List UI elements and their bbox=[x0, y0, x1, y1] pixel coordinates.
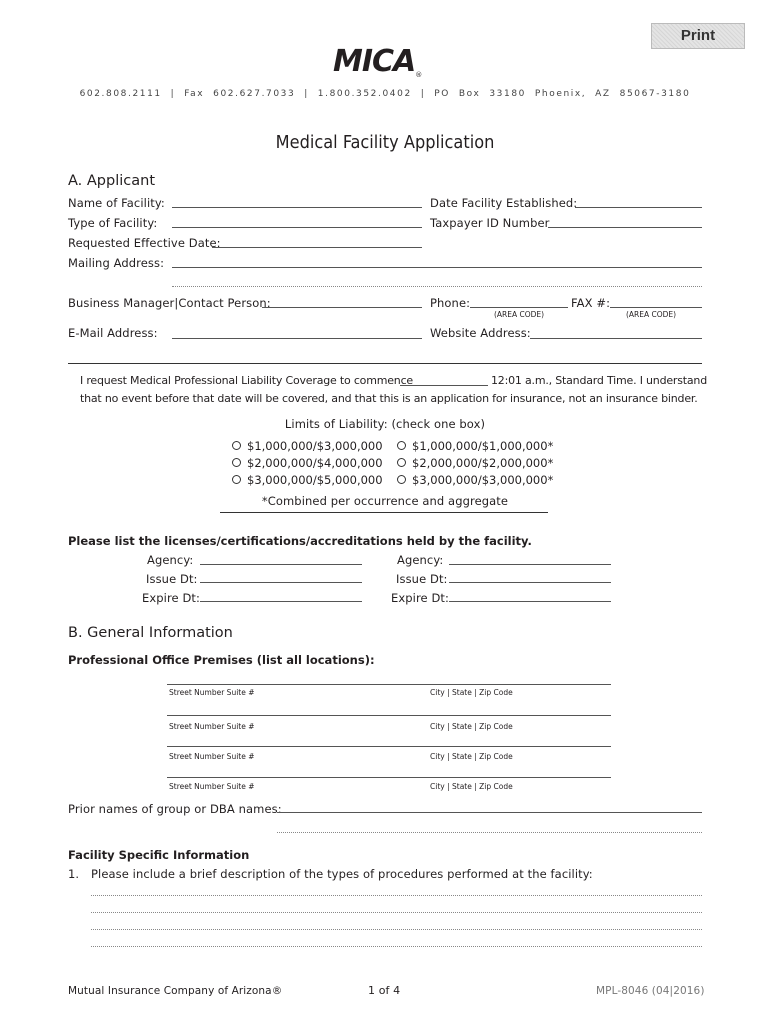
limit-option[interactable]: $2,000,000/$2,000,000* bbox=[397, 456, 553, 470]
limit-option[interactable]: $3,000,000/$3,000,000* bbox=[397, 473, 553, 487]
question-1-text: Please include a brief description of the types of procedures performed at the facility: bbox=[91, 867, 593, 881]
taxpayer-id-label: Taxpayer ID Number bbox=[430, 216, 550, 230]
business-manager-label: Business Manager|Contact Person: bbox=[68, 296, 271, 310]
footer-form-number: MPL-8046 (04|2016) bbox=[596, 985, 705, 997]
city-caption: City | State | Zip Code bbox=[430, 688, 513, 697]
issue-dt-field-right[interactable] bbox=[449, 582, 611, 583]
licenses-heading: Please list the licenses/certifications/accreditations held by the facility. bbox=[68, 534, 532, 548]
expire-dt-field-right[interactable] bbox=[449, 601, 611, 602]
radio-icon[interactable] bbox=[397, 441, 406, 450]
radio-icon[interactable] bbox=[232, 458, 241, 467]
agency-field-left[interactable] bbox=[200, 564, 362, 565]
limit-option[interactable]: $1,000,000/$1,000,000* bbox=[397, 439, 553, 453]
email-label: E-Mail Address: bbox=[68, 326, 158, 340]
agency-field-right[interactable] bbox=[449, 564, 611, 565]
phone-label: Phone: bbox=[430, 296, 471, 310]
website-field[interactable] bbox=[530, 338, 702, 339]
footer-company: Mutual Insurance Company of Arizona® bbox=[68, 985, 283, 997]
logo-text: MICA bbox=[333, 44, 416, 79]
expire-dt-label-right: Expire Dt: bbox=[391, 591, 450, 605]
limit-option[interactable]: $3,000,000/$5,000,000 bbox=[232, 473, 383, 487]
mailing-address-label: Mailing Address: bbox=[68, 256, 165, 270]
commence-date-field[interactable] bbox=[400, 385, 488, 386]
street-caption: Street Number Suite # bbox=[169, 722, 255, 731]
answer-line[interactable] bbox=[91, 895, 702, 896]
limit-option[interactable]: $2,000,000/$4,000,000 bbox=[232, 456, 383, 470]
limits-footnote: *Combined per occurrence and aggregate bbox=[261, 494, 509, 508]
phone-field[interactable] bbox=[470, 307, 568, 308]
footer-page-number: 1 of 4 bbox=[368, 984, 401, 997]
type-of-facility-label: Type of Facility: bbox=[68, 216, 158, 230]
page-title: Medical Facility Application bbox=[275, 132, 495, 153]
premises-line-1[interactable] bbox=[167, 684, 611, 685]
limits-heading: Limits of Liability: (check one box) bbox=[284, 417, 486, 431]
city-caption: City | State | Zip Code bbox=[430, 722, 513, 731]
section-b-heading: B. General Information bbox=[68, 625, 233, 641]
coverage-text-2: that no event before that date will be covered, and that this is an application for insurance, not an insurance binder. bbox=[80, 392, 698, 405]
street-caption: Street Number Suite # bbox=[169, 752, 255, 761]
facility-specific-heading: Facility Specific Information bbox=[68, 848, 250, 862]
prior-names-field[interactable] bbox=[277, 812, 702, 813]
street-caption: Street Number Suite # bbox=[169, 782, 255, 791]
agency-label-left: Agency: bbox=[147, 553, 194, 567]
premises-line-3[interactable] bbox=[167, 746, 611, 747]
mica-logo: MICA® bbox=[333, 44, 423, 79]
business-manager-field[interactable] bbox=[262, 307, 422, 308]
mailing-address-field[interactable] bbox=[172, 267, 702, 268]
expire-dt-field-left[interactable] bbox=[200, 601, 362, 602]
coverage-text-1a: I request Medical Professional Liability Coverage to commence bbox=[80, 374, 413, 387]
issue-dt-label-right: Issue Dt: bbox=[396, 572, 448, 586]
premises-line-2[interactable] bbox=[167, 715, 611, 716]
date-established-field[interactable] bbox=[575, 207, 702, 208]
agency-label-right: Agency: bbox=[397, 553, 444, 567]
city-caption: City | State | Zip Code bbox=[430, 752, 513, 761]
city-caption: City | State | Zip Code bbox=[430, 782, 513, 791]
fax-label: FAX #: bbox=[571, 296, 611, 310]
area-code-caption-2: (AREA CODE) bbox=[626, 310, 677, 319]
name-of-facility-field[interactable] bbox=[172, 207, 422, 208]
issue-dt-field-left[interactable] bbox=[200, 582, 362, 583]
street-caption: Street Number Suite # bbox=[169, 688, 255, 697]
mailing-address-field-2[interactable] bbox=[172, 286, 702, 287]
effective-date-label: Requested Effective Date: bbox=[68, 236, 221, 250]
prior-names-label: Prior names of group or DBA names: bbox=[68, 802, 282, 816]
issue-dt-label-left: Issue Dt: bbox=[146, 572, 198, 586]
contact-line: 602.808.2111 | Fax 602.627.7033 | 1.800.352.0402 | PO Box 33180 Phoenix, AZ 85067-3180 bbox=[79, 89, 691, 99]
premises-line-4[interactable] bbox=[167, 777, 611, 778]
radio-icon[interactable] bbox=[232, 441, 241, 450]
fax-field[interactable] bbox=[610, 307, 702, 308]
radio-icon[interactable] bbox=[397, 475, 406, 484]
premises-heading: Professional Office Premises (list all locations): bbox=[68, 653, 375, 667]
date-established-label: Date Facility Established: bbox=[430, 196, 578, 210]
answer-line[interactable] bbox=[91, 946, 702, 947]
coverage-text-1b: 12:01 a.m., Standard Time. I understand bbox=[491, 374, 707, 387]
type-of-facility-field[interactable] bbox=[172, 227, 422, 228]
section-a-heading: A. Applicant bbox=[68, 173, 155, 189]
coverage-divider bbox=[220, 512, 548, 513]
effective-date-field[interactable] bbox=[212, 247, 422, 248]
print-button[interactable]: Print bbox=[651, 23, 745, 49]
taxpayer-id-field[interactable] bbox=[548, 227, 702, 228]
radio-icon[interactable] bbox=[397, 458, 406, 467]
answer-line[interactable] bbox=[91, 912, 702, 913]
expire-dt-label-left: Expire Dt: bbox=[142, 591, 201, 605]
limit-option[interactable]: $1,000,000/$3,000,000 bbox=[232, 439, 383, 453]
area-code-caption-1: (AREA CODE) bbox=[494, 310, 545, 319]
prior-names-field-2[interactable] bbox=[277, 832, 702, 833]
section-divider bbox=[68, 363, 702, 364]
answer-line[interactable] bbox=[91, 929, 702, 930]
email-field[interactable] bbox=[172, 338, 422, 339]
question-1-number: 1. bbox=[68, 867, 80, 881]
name-of-facility-label: Name of Facility: bbox=[68, 196, 165, 210]
radio-icon[interactable] bbox=[232, 475, 241, 484]
website-label: Website Address: bbox=[430, 326, 531, 340]
